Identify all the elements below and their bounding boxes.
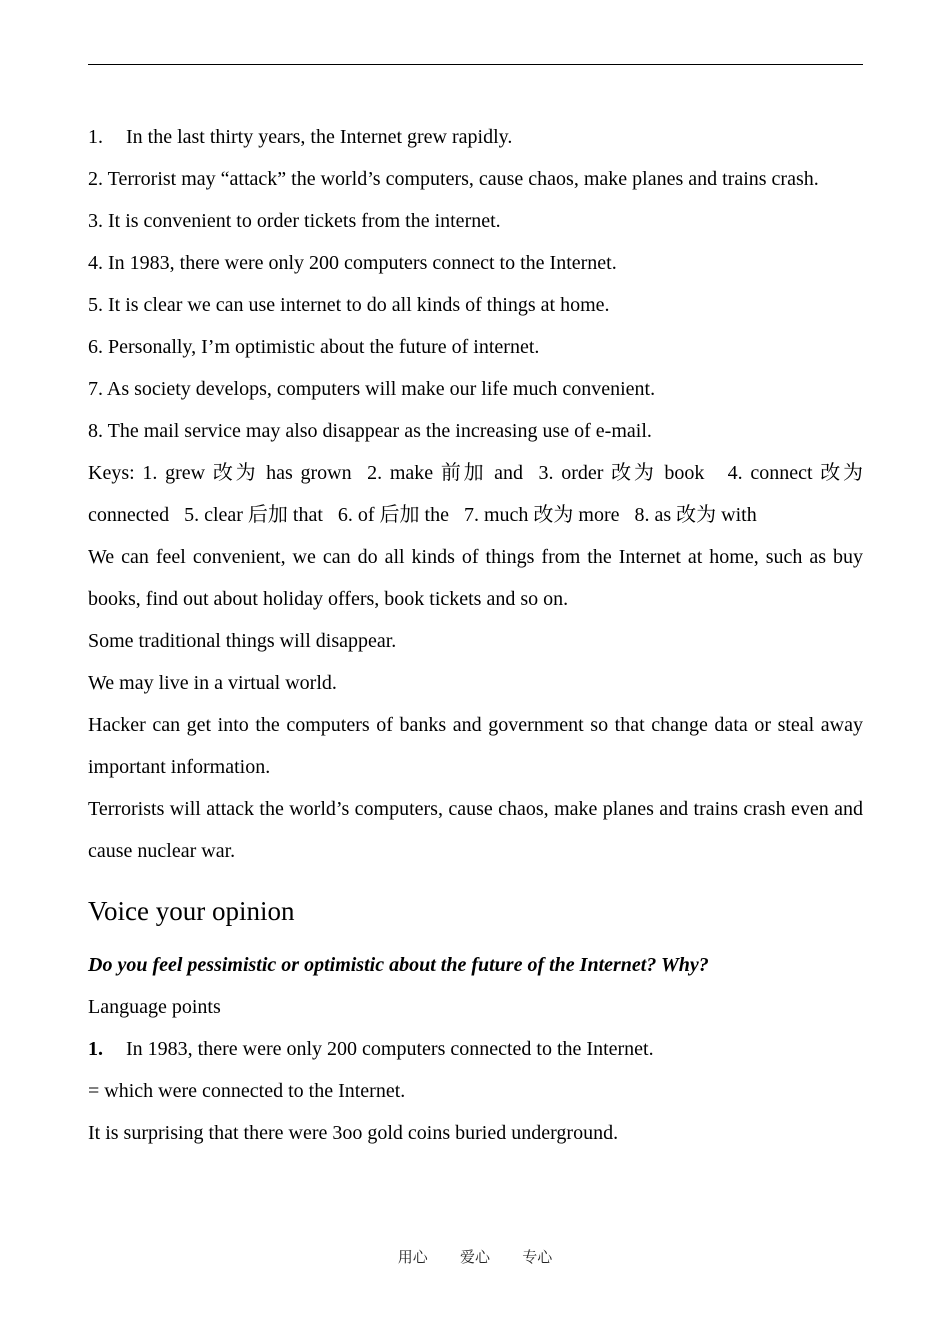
paragraph: Some traditional things will disappear.: [88, 630, 397, 652]
language-points-label: Language points: [88, 996, 221, 1018]
sentence-5: 5. It is clear we can use internet to do all kinds of things at home.: [88, 294, 610, 316]
language-point-line: = which were connected to the Internet.: [88, 1080, 406, 1102]
sentence-3: 3. It is convenient to order tickets from the internet.: [88, 210, 501, 232]
language-point-1: 1. In 1983, there were only 200 computers connected to the Internet.: [88, 1028, 863, 1070]
paragraph: We can feel convenient, we can do all kinds of things from the Internet at home, such as buy books, find out about holiday offers, book tickets and so on.: [88, 546, 863, 610]
paragraph: Hacker can get into the computers of banks and government so that change data or steal away important information.: [88, 714, 863, 778]
answer-keys: Keys: 1. grew 改为 has grown 2. make 前加 and 3. order 改为 book 4. connect 改为 connected 5. clear 后加 that 6. of 后加 the 7. much 改为 more 8. as 改为 with: [88, 462, 868, 526]
sentence-1: 1. In the last thirty years, the Internet grew rapidly.: [88, 116, 863, 158]
sentence-number: 1.: [88, 126, 103, 148]
language-point-number: 1.: [88, 1038, 103, 1060]
sentence-7: 7. As society develops, computers will make our life much convenient.: [88, 378, 656, 400]
paragraph: Terrorists will attack the world’s computers, cause chaos, make planes and trains crash even and cause nuclear war.: [88, 798, 863, 862]
sentence-8: 8. The mail service may also disappear as the increasing use of e-mail.: [88, 420, 652, 442]
page-footer: 用心 爱心 专心: [397, 1248, 553, 1266]
section-heading: Voice your opinion: [88, 896, 295, 926]
paragraph: We may live in a virtual world.: [88, 672, 337, 694]
header-rule: [88, 64, 863, 65]
document-body: [88, 116, 868, 1154]
sentence-6: 6. Personally, I’m optimistic about the future of internet.: [88, 336, 540, 358]
discussion-question: Do you feel pessimistic or optimistic about the future of the Internet? Why?: [88, 954, 709, 976]
sentence-2: 2. Terrorist may “attack” the world’s computers, cause chaos, make planes and trains crash.: [88, 168, 819, 190]
language-point-line: It is surprising that there were 3oo gold coins buried underground.: [88, 1122, 619, 1144]
sentence-4: 4. In 1983, there were only 200 computers connect to the Internet.: [88, 252, 617, 274]
